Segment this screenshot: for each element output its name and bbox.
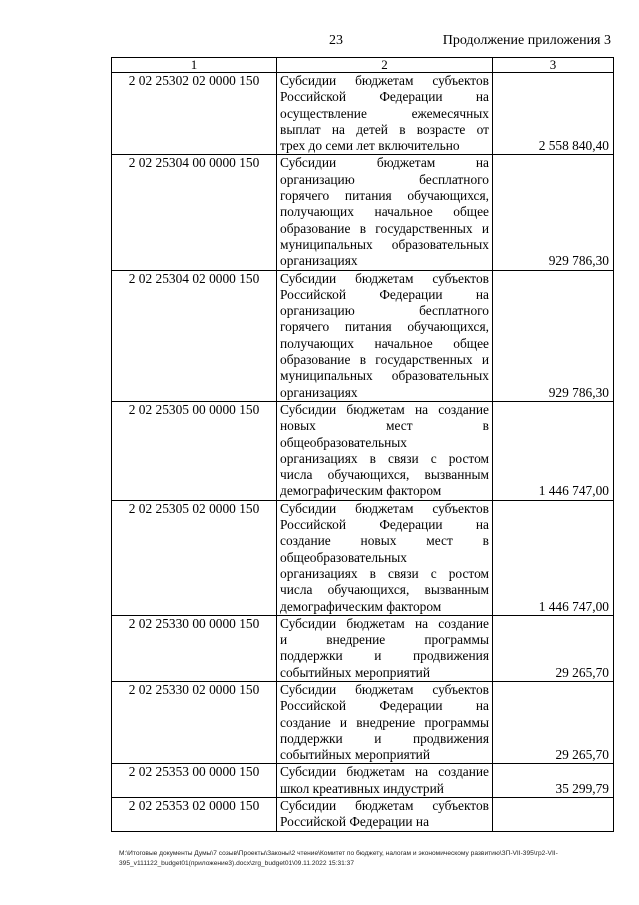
description-line: горячего питания обучающихся,	[280, 319, 489, 335]
revenue-code: 2 02 25304 02 0000 150	[112, 270, 277, 401]
description-line: демографическим фактором	[280, 598, 442, 614]
revenue-code: 2 02 25304 00 0000 150	[112, 155, 277, 270]
revenue-code: 2 02 25305 02 0000 150	[112, 500, 277, 615]
description-line: общеобразовательных	[280, 434, 408, 450]
table-row	[112, 615, 614, 681]
amount-cell: 1 446 747,00	[493, 500, 614, 615]
amount-cell: 29 265,70	[493, 615, 614, 681]
table-row	[112, 500, 614, 615]
description-line: организациях в связи с ростом	[280, 565, 489, 581]
description-line: Субсидии бюджетам на создание	[280, 764, 489, 780]
table-row	[112, 270, 614, 401]
description-line: Российской Федерации на	[280, 517, 489, 533]
revenue-description	[277, 270, 493, 401]
table-row	[112, 73, 614, 155]
description-line: Российской Федерации на	[280, 286, 489, 302]
amount-cell: 2 558 840,40	[493, 73, 614, 155]
description-line: трех до семи лет включительно	[280, 138, 460, 154]
continuation-label: Продолжение приложения 3	[442, 33, 611, 48]
revenue-code: 2 02 25353 00 0000 150	[112, 764, 277, 798]
description-line: горячего питания обучающихся,	[280, 188, 489, 204]
description-line: Субсидии бюджетам субъектов	[280, 500, 489, 516]
description-line: Российской Федерации на	[280, 814, 430, 830]
description-line: получающих начальное общее	[280, 204, 489, 220]
revenue-code: 2 02 25330 00 0000 150	[112, 615, 277, 681]
description-line: Субсидии бюджетам на создание	[280, 615, 489, 631]
document-path-footer: М:\Итоговые документы Думы\7 созыв\Проекты\Законы\2 чтение\Комитет по бюджету, налогам и экономическому развитию\ЗП-VII-395\гр2-VII-395_v111122_budget01(приложение3).docx\zrg_budget01\09.11.2022 15:31:37	[119, 850, 558, 867]
revenue-description	[277, 798, 493, 832]
description-line: Субсидии бюджетам субъектов	[280, 270, 489, 286]
revenue-code: 2 02 25353 02 0000 150	[112, 798, 277, 832]
description-line: создание и внедрение программы	[280, 714, 489, 730]
description-line: демографическим фактором	[280, 483, 442, 499]
revenue-description	[277, 155, 493, 270]
description-line: Субсидии бюджетам субъектов	[280, 73, 489, 88]
description-line: организацию бесплатного	[280, 171, 489, 187]
description-line: муниципальных образовательных	[280, 236, 489, 252]
description-line: новых мест в	[280, 418, 489, 434]
column-header-2: 2	[277, 58, 493, 73]
table-row	[112, 681, 614, 763]
description-line: муниципальных образовательных	[280, 368, 489, 384]
amount-cell: 1 446 747,00	[493, 401, 614, 500]
column-header-1: 1	[112, 58, 277, 73]
description-line: Субсидии бюджетам на создание	[280, 401, 489, 417]
amount-cell: 35 299,79	[493, 764, 614, 798]
table-row	[112, 155, 614, 270]
description-line: числа обучающихся, вызванным	[280, 467, 489, 483]
description-line: образование в государственных и	[280, 220, 489, 236]
description-line: и внедрение программы	[280, 632, 489, 648]
description-line: общеобразовательных	[280, 549, 408, 565]
amount-cell: 929 786,30	[493, 270, 614, 401]
description-line: выплат на детей в возрасте от	[280, 121, 489, 137]
description-line: организацию бесплатного	[280, 303, 489, 319]
description-line: поддержки и продвижения	[280, 648, 489, 664]
revenue-code: 2 02 25330 02 0000 150	[112, 681, 277, 763]
description-line: Субсидии бюджетам субъектов	[280, 798, 489, 814]
revenue-description	[277, 500, 493, 615]
description-line: Субсидии бюджетам на	[280, 155, 489, 171]
revenue-description	[277, 681, 493, 763]
revenue-description	[277, 615, 493, 681]
description-line: Российской Федерации на	[280, 89, 489, 105]
description-line: осуществление ежемесячных	[280, 105, 489, 121]
description-line: событийных мероприятий	[280, 747, 431, 763]
amount-cell	[493, 798, 614, 832]
amount-cell: 929 786,30	[493, 155, 614, 270]
revenue-code: 2 02 25302 02 0000 150	[112, 73, 277, 155]
description-line: Субсидии бюджетам субъектов	[280, 681, 489, 697]
description-line: организациях	[280, 253, 358, 269]
description-line: школ креативных индустрий	[280, 780, 444, 796]
revenue-code: 2 02 25305 00 0000 150	[112, 401, 277, 500]
description-line: событийных мероприятий	[280, 664, 431, 680]
revenue-description	[277, 401, 493, 500]
amount-cell: 29 265,70	[493, 681, 614, 763]
revenue-description	[277, 764, 493, 798]
budget-table	[111, 57, 614, 832]
description-line: создание новых мест в	[280, 533, 489, 549]
description-line: организациях	[280, 384, 358, 400]
description-line: получающих начальное общее	[280, 335, 489, 351]
table-body	[112, 73, 614, 832]
table-row	[112, 764, 614, 798]
page-number: 23	[329, 33, 343, 48]
description-line: образование в государственных и	[280, 352, 489, 368]
description-line: числа обучающихся, вызванным	[280, 582, 489, 598]
revenue-description	[277, 73, 493, 155]
description-line: поддержки и продвижения	[280, 730, 489, 746]
table-header-row	[112, 58, 614, 73]
description-line: организациях в связи с ростом	[280, 450, 489, 466]
table-row	[112, 798, 614, 832]
description-line: Российской Федерации на	[280, 698, 489, 714]
table-row	[112, 401, 614, 500]
column-header-3: 3	[493, 58, 614, 73]
